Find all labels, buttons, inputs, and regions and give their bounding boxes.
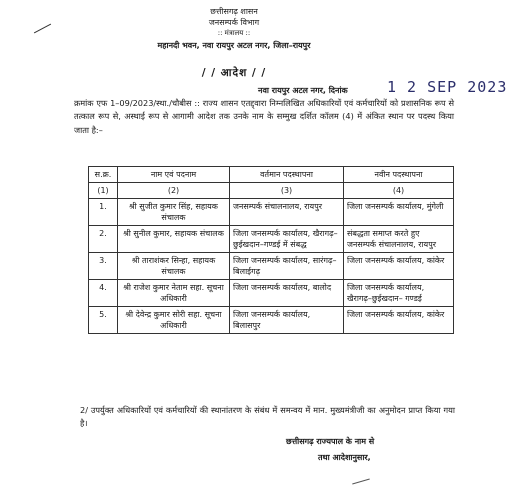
colnum-cell: (1) xyxy=(89,183,118,199)
header-cell-sno: स.क्र. xyxy=(89,167,118,183)
table-cell: जिला जनसम्पर्क कार्यालय, सारंगढ़–बिलाईगढ़ xyxy=(230,253,344,280)
table-cell: जिला जनसम्पर्क कार्यालय, खैरागढ़–छुईखदान– गण्डई xyxy=(344,280,454,307)
table-cell: 4. xyxy=(89,280,118,307)
transfer-table xyxy=(88,166,454,334)
table-colnum-row xyxy=(89,183,454,199)
colnum-cell: (4) xyxy=(344,183,454,199)
signature-stroke xyxy=(352,479,370,485)
table-cell: जिला जनसम्पर्क कार्यालय, बिलासपुर xyxy=(230,307,344,334)
header-cell-current: वर्तमान पदस्थापना xyxy=(230,167,344,183)
signature-line-2: तथा आदेशानुसार, xyxy=(318,453,371,462)
table-header-row xyxy=(89,167,454,183)
table-row xyxy=(89,280,454,307)
table-cell: 2. xyxy=(89,226,118,253)
date-stamp: 1 2 SEP 2023 xyxy=(387,78,507,96)
colnum-cell: (3) xyxy=(230,183,344,199)
gov-heading: छत्तीसगढ़ शासन xyxy=(210,7,258,16)
order-title: / / आदेश / / xyxy=(201,67,267,79)
table-cell: 3. xyxy=(89,253,118,280)
header-cell-new: नवीन पदस्थापना xyxy=(344,167,454,183)
table-cell: श्री देवेन्द्र कुमार सोरी सहा. सूचना अधिकारी xyxy=(118,307,230,334)
table-cell: संबद्धता समाप्त करते हुए जनसम्पर्क संचालनालय, रायपुर xyxy=(344,226,454,253)
table-row xyxy=(89,199,454,226)
table-row xyxy=(89,253,454,280)
dept-heading: जनसम्पर्क विभाग xyxy=(208,18,260,27)
table-cell: श्री सुनील कुमार, सहायक संचालक xyxy=(118,226,230,253)
table-cell: 5. xyxy=(89,307,118,334)
order-paragraph-1: क्रमांक एफ 1–09/2023/स्था./चौबीस :: राज्य शासन एतद्द्वारा निम्नलिखित अधिकारियों एवं कर्मचारियों को प्रशासनिक रूप से तत्काल रूप से, अस्थाई रूप से आगामी आदेश तक उनके नाम के सम्मुख दर्शित कॉलम (4) में अंकित स्थान पर पदस्थ किया जाता है:– xyxy=(74,98,454,135)
address-heading: महानदी भवन, नवा रायपुर अटल नगर, जिला–रायपुर xyxy=(157,41,311,50)
table-cell: जिला जनसम्पर्क कार्यालय, बालोद xyxy=(230,280,344,307)
signature-line-1: छत्तीसगढ़ राज्यपाल के नाम से xyxy=(286,437,375,446)
table-cell: जनसम्पर्क संचालनालय, रायपुर xyxy=(230,199,344,226)
table-cell: जिला जनसम्पर्क कार्यालय, कांकेर xyxy=(344,307,454,334)
table-cell: जिला जनसम्पर्क कार्यालय, कांकेर xyxy=(344,253,454,280)
place-date-label: नवा रायपुर अटल नगर, दिनांक xyxy=(258,86,348,95)
table-cell: 1. xyxy=(89,199,118,226)
table-cell: जिला जनसम्पर्क कार्यालय, मुंगेली xyxy=(344,199,454,226)
table-cell: जिला जनसम्पर्क कार्यालय, खैरागढ़–छुईखदान–गण्डई में संबद्ध xyxy=(230,226,344,253)
table-row xyxy=(89,226,454,253)
table-cell: श्री सुजीत कुमार सिंह, सहायक संचालक xyxy=(118,199,230,226)
order-paragraph-2: 2/ उपर्युक्त अधिकारियों एवं कर्मचारियों की स्थानांतरण के संबंध में समन्वय में मान. मुख्यमंत्रीजी का अनुमोदन प्राप्त किया गया है। xyxy=(80,405,455,429)
colnum-cell: (2) xyxy=(118,183,230,199)
table-cell: श्री राजेश कुमार नेताम सहा. सूचना अधिकारी xyxy=(118,280,230,307)
table-cell: श्री ताराशंकर सिन्हा, सहायक संचालक xyxy=(118,253,230,280)
header-cell-name: नाम एवं पदनाम xyxy=(118,167,230,183)
table-row xyxy=(89,307,454,334)
mantralaya-heading: :: मंत्रालय :: xyxy=(217,29,251,37)
